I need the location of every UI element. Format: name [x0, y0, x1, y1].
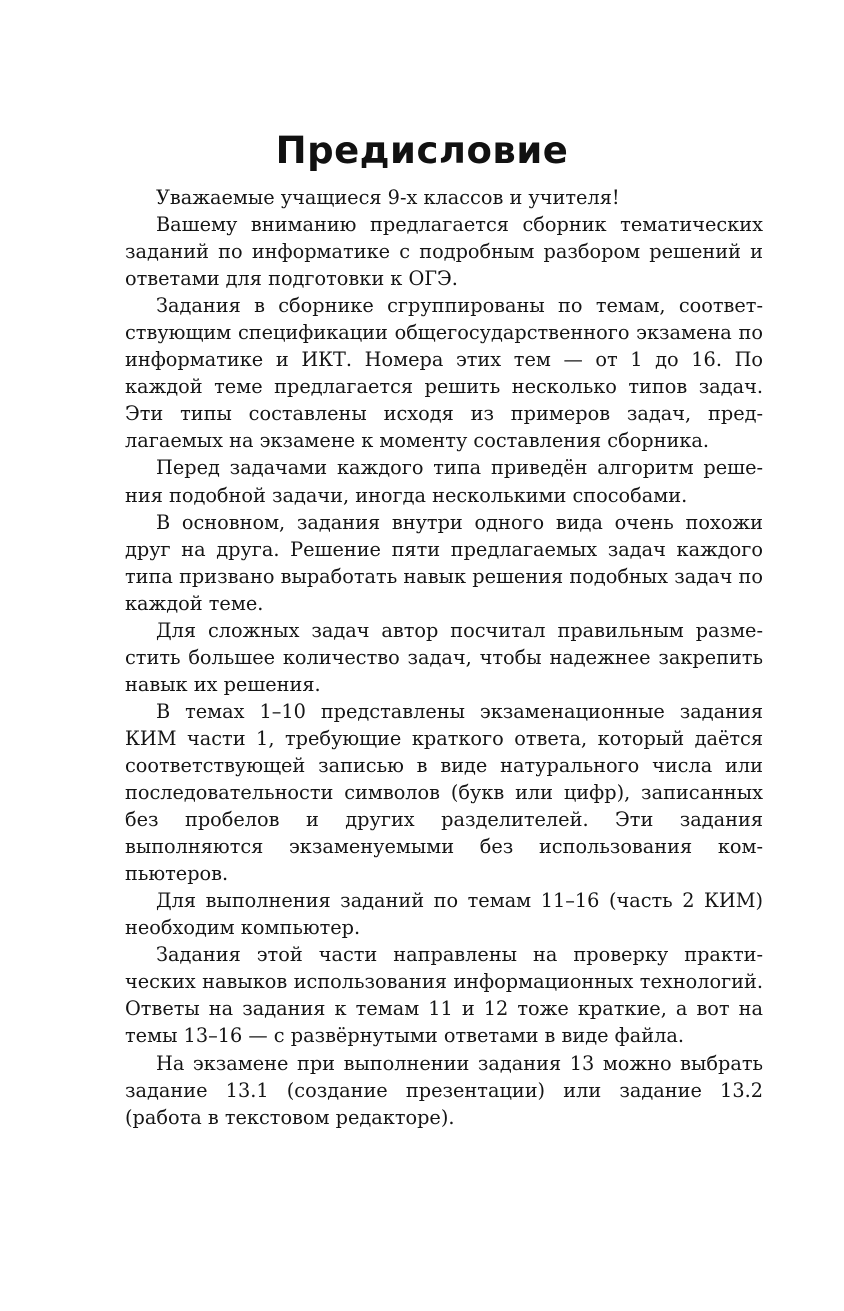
preface-body	[125, 184, 763, 1131]
paragraph-task-13: На экзамене при выполнении задания 13 можно выбрать задание 13.1 (создание презентации) или задание 13.2 (работа в текстовом редакторе).	[125, 1051, 763, 1129]
paragraph-part-two: Задания этой части направлены на проверку практических навыков использования информационных технологий. Ответы на задания к темам 11 и 12 тоже краткие, а вот на темы 13–16 — с развёрнутыми ответами в виде файла.	[125, 943, 763, 1048]
paragraph-computer-needed: Для выполнения заданий по темам 11–16 (часть 2 КИМ) необходим компьютер.	[125, 889, 763, 940]
paragraph-similarity: В основном, задания внутри одного вида очень похожи друг на друга. Решение пяти предлагаемых задач каждого типа призвано выработать навык решения подобных задач по каждой теме.	[125, 510, 763, 615]
paragraph-greeting: Уважаемые учащиеся 9-х классов и учителя!	[156, 186, 620, 209]
page-title: Предисловие	[275, 128, 569, 172]
paragraph-complex-tasks: Для сложных задач автор посчитал правильным разместить большее количество задач, чтобы надежнее закрепить навык их решения.	[125, 618, 763, 696]
paragraph-grouping: Задания в сборнике сгруппированы по темам, соответствующим спецификации общегосударственного экзамена по информатике и ИКТ. Номера этих тем — от 1 до 16. По каждой теме предлагается решить несколько типов задач. Эти типы составлены исходя из примеров задач, предлагаемых на экзамене к моменту составления сборника.	[125, 294, 763, 453]
paragraph-algorithm: Перед задачами каждого типа приведён алгоритм решения подобной задачи, иногда несколькими способами.	[125, 456, 763, 507]
paragraph-intro: Вашему вниманию предлагается сборник тематических заданий по информатике с подробным разбором решений и ответами для подготовки к ОГЭ.	[125, 213, 763, 291]
paragraph-part-one: В темах 1–10 представлены экзаменационные задания КИМ части 1, требующие краткого ответа, который даётся соответствующей записью в виде натурального числа или последовательности символов (букв или цифр), записанных без пробелов и других разделителей. Эти задания выполняются экзаменуемыми без использования компьютеров.	[125, 699, 763, 886]
